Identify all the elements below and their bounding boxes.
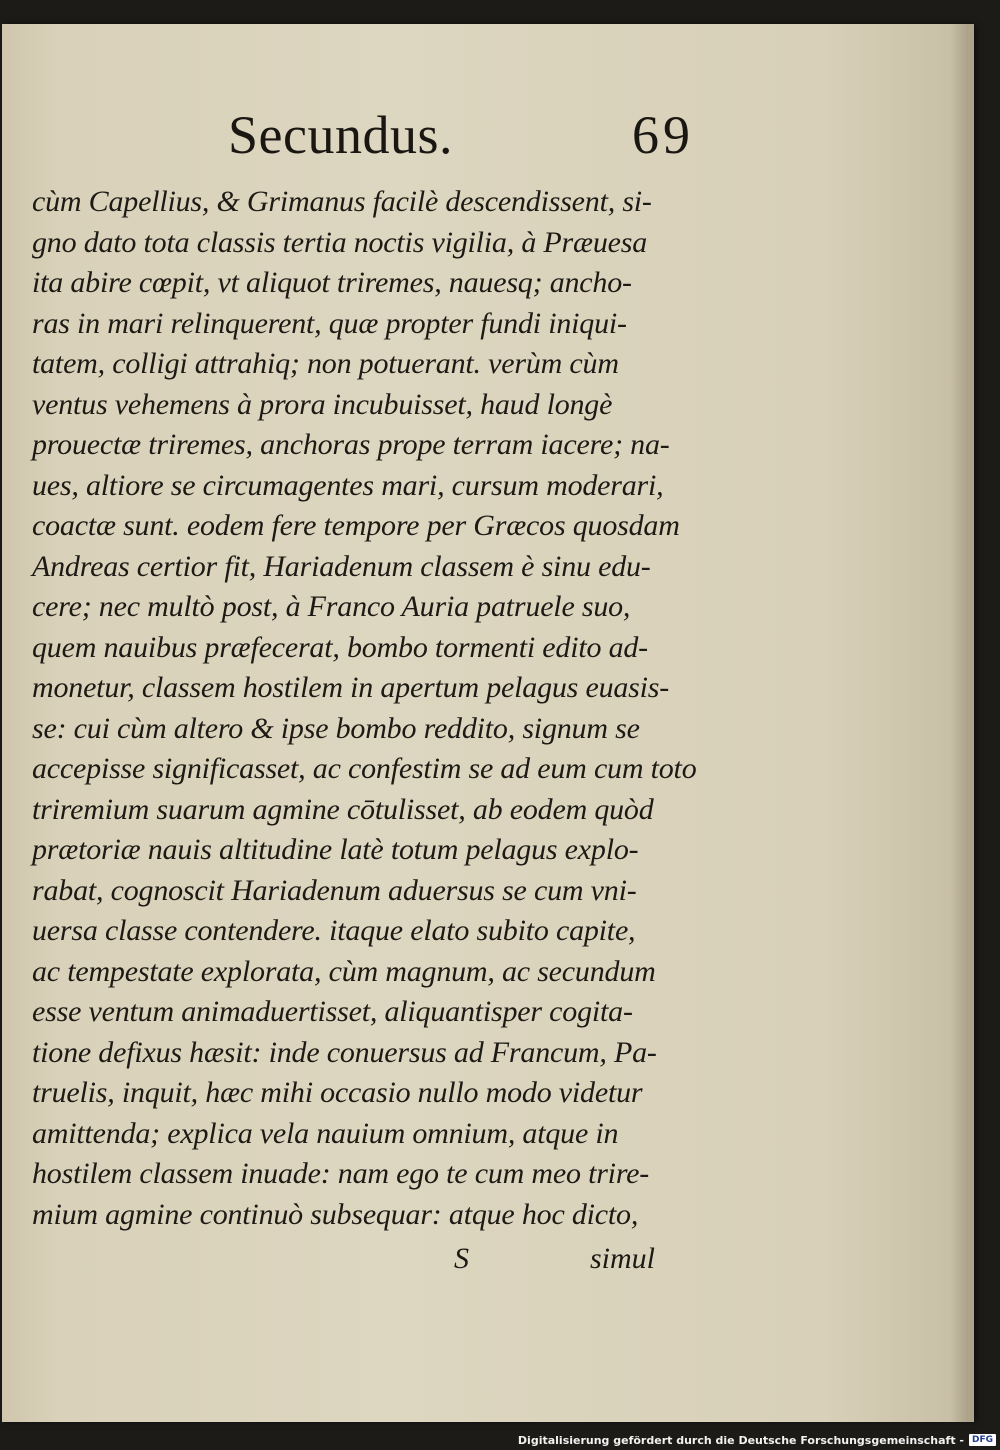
text-line: ues, altiore se circumagentes mari, cursum moderari, [32,468,664,502]
text-line: tatem, colligi attrahiq; non potuerant. verùm cùm [32,347,619,380]
catchword: simul [590,1242,656,1275]
book-page [2,24,974,1422]
text-line: cere; nec multò post, à Franco Auria patruele suo, [32,590,631,623]
text-line: tione defixus hæsit: inde conuersus ad Francum, Pa- [32,1035,657,1069]
text-line: esse ventum animaduertisset, aliquantisper cogita- [32,995,633,1028]
text-line: truelis, inquit, hæc mihi occasio nullo modo videtur [32,1076,643,1109]
text-line: gno dato tota classis tertia noctis vigilia, à Præuesa [32,225,648,259]
text-line: ita abire cœpit, vt aliquot triremes, nauesq; ancho- [32,266,632,299]
text-line: mium agmine continuò subsequar: atque hoc dicto, [32,1197,639,1231]
digitization-credit [517,1430,1000,1450]
text-line: rabat, cognoscit Hariadenum aduersus se cum vni- [32,873,637,907]
text-line: se: cui cùm altero & ipse bombo reddito, signum se [32,711,640,745]
text-line: triremium suarum agmine cōtulisset, ab eodem quòd [32,792,654,826]
text-line: accepisse significasset, ac confestim se ad eum cum toto [32,752,697,785]
page-number: 69 [632,105,694,165]
text-line: uersa classe contendere. itaque elato subito capite, [32,914,636,947]
signature-mark: S [454,1242,469,1275]
text-line: hostilem classem inuade: nam ego te cum meo trire- [32,1157,650,1190]
text-line: prouectæ triremes, anchoras prope terram iacere; na- [32,428,670,461]
text-line: cùm Capellius, & Grimanus facilè descendissent, si- [32,185,652,218]
text-line: ras in mari relinquerent, quæ propter fundi iniqui- [32,306,627,340]
text-line: ventus vehemens à prora incubuisset, haud longè [32,387,613,421]
text-line: prætoriæ nauis altitudine latè totum pelagus explo- [32,833,639,866]
page-footer [2,1242,968,1286]
text-line: ac tempestate explorata, cùm magnum, ac secundum [32,954,656,988]
text-line: amittenda; explica vela nauium omnium, atque in [32,1116,619,1150]
text-line: Andreas certior fit, Hariadenum classem è sinu edu- [32,549,651,583]
body-text [32,182,712,1235]
dfg-logo-icon: DFG [969,1434,996,1446]
text-line: quem nauibus præfecerat, bombo tormenti edito ad- [32,630,648,664]
page-edge-shadow [950,24,968,1422]
running-title: Secundus. [228,105,453,165]
page-header [2,84,968,174]
credit-text: Digitalisierung gefördert durch die Deutsche Forschungsgemeinschaft - [517,1433,964,1447]
text-line: monetur, classem hostilem in apertum pelagus euasis- [32,671,670,704]
text-line: coactæ sunt. eodem fere tempore per Græcos quosdam [32,509,680,542]
